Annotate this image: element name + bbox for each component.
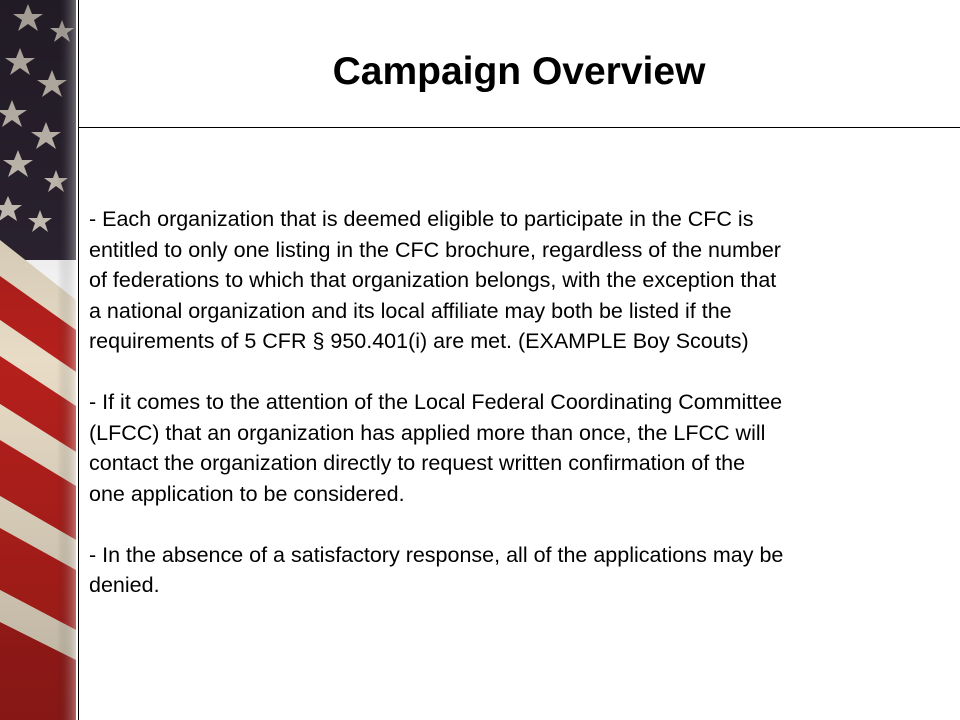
title-divider <box>78 127 960 128</box>
american-flag-image <box>0 0 76 720</box>
page-title: Campaign Overview <box>332 50 706 93</box>
slide-body <box>89 204 955 601</box>
paragraph-single-listing: - Each organization that is deemed eligible to participate in the CFC is entitled to only one listing in the CFC brochure, regardless of the number of federations to which that organization belongs, with the exception that a national organization and its local affiliate may both be listed if the requirements of 5 CFR § 950.401(i) are met. (EXAMPLE Boy Scouts) <box>89 207 781 353</box>
vertical-divider <box>78 0 79 720</box>
paragraph-multiple-applications: - If it comes to the attention of the Local Federal Coordinating Committee (LFCC) that an organization has applied more than once, the LFCC will contact the organization directly to request written confirmation of the one application to be considered. <box>89 390 783 506</box>
paragraph-denial: - In the absence of a satisfactory response, all of the applications may be denied. <box>89 542 784 597</box>
flag-decoration <box>0 0 76 720</box>
